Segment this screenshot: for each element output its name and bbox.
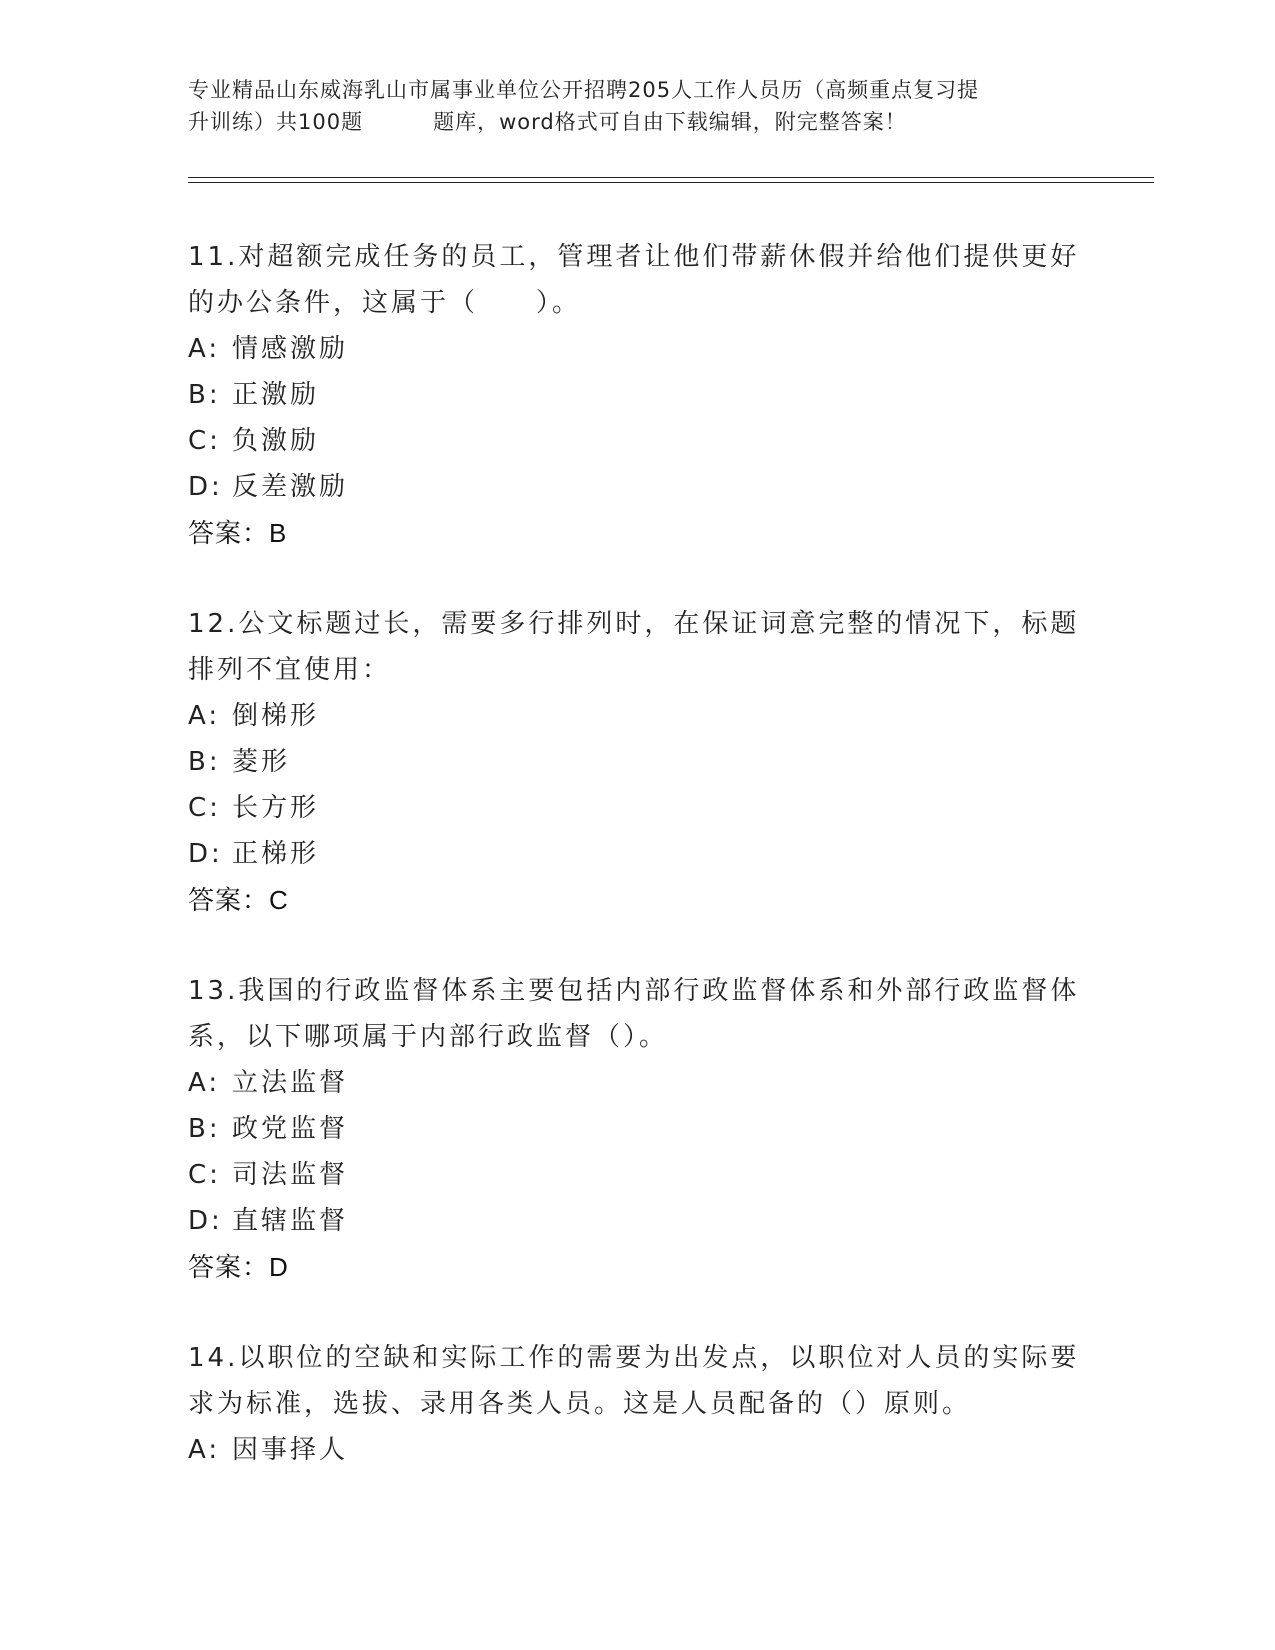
question-stem-line-1: 13.我国的行政监督体系主要包括内部行政监督体系和外部行政监督体 (188, 976, 1080, 1006)
option-letter: A: (188, 1435, 221, 1465)
question-13 (188, 968, 1088, 1290)
option-text: 长方形 (232, 793, 320, 823)
option-letter: D: (188, 1206, 223, 1236)
option-letter: C: (188, 793, 221, 823)
option-letter: D: (188, 472, 223, 502)
header-line-2-left: 升训练）共100题 (188, 110, 364, 134)
option-text: 负激励 (232, 426, 320, 456)
option-b (188, 372, 1088, 418)
question-stem-line-2: 求为标准，选拔、录用各类人员。这是人员配备的（）原则。 (188, 1389, 972, 1419)
option-b (188, 739, 1088, 785)
header-line-2-right: 题库，word格式可自由下载编辑，附完整答案！ (433, 110, 907, 134)
option-text: 司法监督 (232, 1160, 349, 1190)
option-letter: B: (188, 747, 221, 777)
option-a (188, 1060, 1088, 1106)
option-letter: B: (188, 380, 221, 410)
answer: 答案：C (188, 885, 289, 915)
option-letter: A: (188, 1068, 221, 1098)
header-rule-top (188, 177, 1154, 178)
option-text: 正激励 (232, 380, 320, 410)
header-line-2 (188, 106, 1088, 138)
option-letter: C: (188, 426, 221, 456)
option-letter: B: (188, 1114, 221, 1144)
option-d (188, 1198, 1088, 1244)
header-rule-bottom (188, 182, 1154, 183)
option-text: 情感激励 (232, 334, 349, 364)
option-c (188, 785, 1088, 831)
option-c (188, 418, 1088, 464)
answer: 答案：B (188, 518, 288, 548)
option-text: 立法监督 (232, 1068, 349, 1098)
option-c (188, 1152, 1088, 1198)
option-letter: C: (188, 1160, 221, 1190)
question-12 (188, 601, 1088, 923)
option-text: 因事择人 (232, 1435, 349, 1465)
question-stem-line-2: 的办公条件，这属于（ ）。 (188, 288, 582, 318)
option-d (188, 831, 1088, 877)
question-stem-line-1: 11.对超额完成任务的员工，管理者让他们带薪休假并给他们提供更好 (188, 242, 1080, 272)
question-stem-line-2: 系，以下哪项属于内部行政监督（）。 (188, 1022, 669, 1052)
option-a (188, 693, 1088, 739)
header-line-1: 专业精品山东威海乳山市属事业单位公开招聘205人工作人员历（高频重点复习提 (188, 78, 980, 102)
option-a (188, 1427, 1088, 1473)
option-text: 正梯形 (232, 839, 320, 869)
option-text: 直辖监督 (232, 1206, 349, 1236)
question-stem-line-2: 排列不宜使用： (188, 655, 392, 685)
option-text: 反差激励 (232, 472, 349, 502)
answer: 答案：D (188, 1252, 289, 1282)
option-text: 政党监督 (232, 1114, 349, 1144)
option-a (188, 326, 1088, 372)
option-text: 菱形 (232, 747, 291, 777)
option-letter: A: (188, 334, 221, 364)
option-letter: D: (188, 839, 223, 869)
option-letter: A: (188, 701, 221, 731)
question-stem-line-1: 14.以职位的空缺和实际工作的需要为出发点，以职位对人员的实际要 (188, 1343, 1080, 1373)
option-b (188, 1106, 1088, 1152)
question-11 (188, 234, 1088, 556)
option-text: 倒梯形 (232, 701, 320, 731)
question-14 (188, 1335, 1088, 1473)
page-header (188, 74, 1088, 138)
question-stem-line-1: 12.公文标题过长，需要多行排列时，在保证词意完整的情况下，标题 (188, 609, 1080, 639)
option-d (188, 464, 1088, 510)
